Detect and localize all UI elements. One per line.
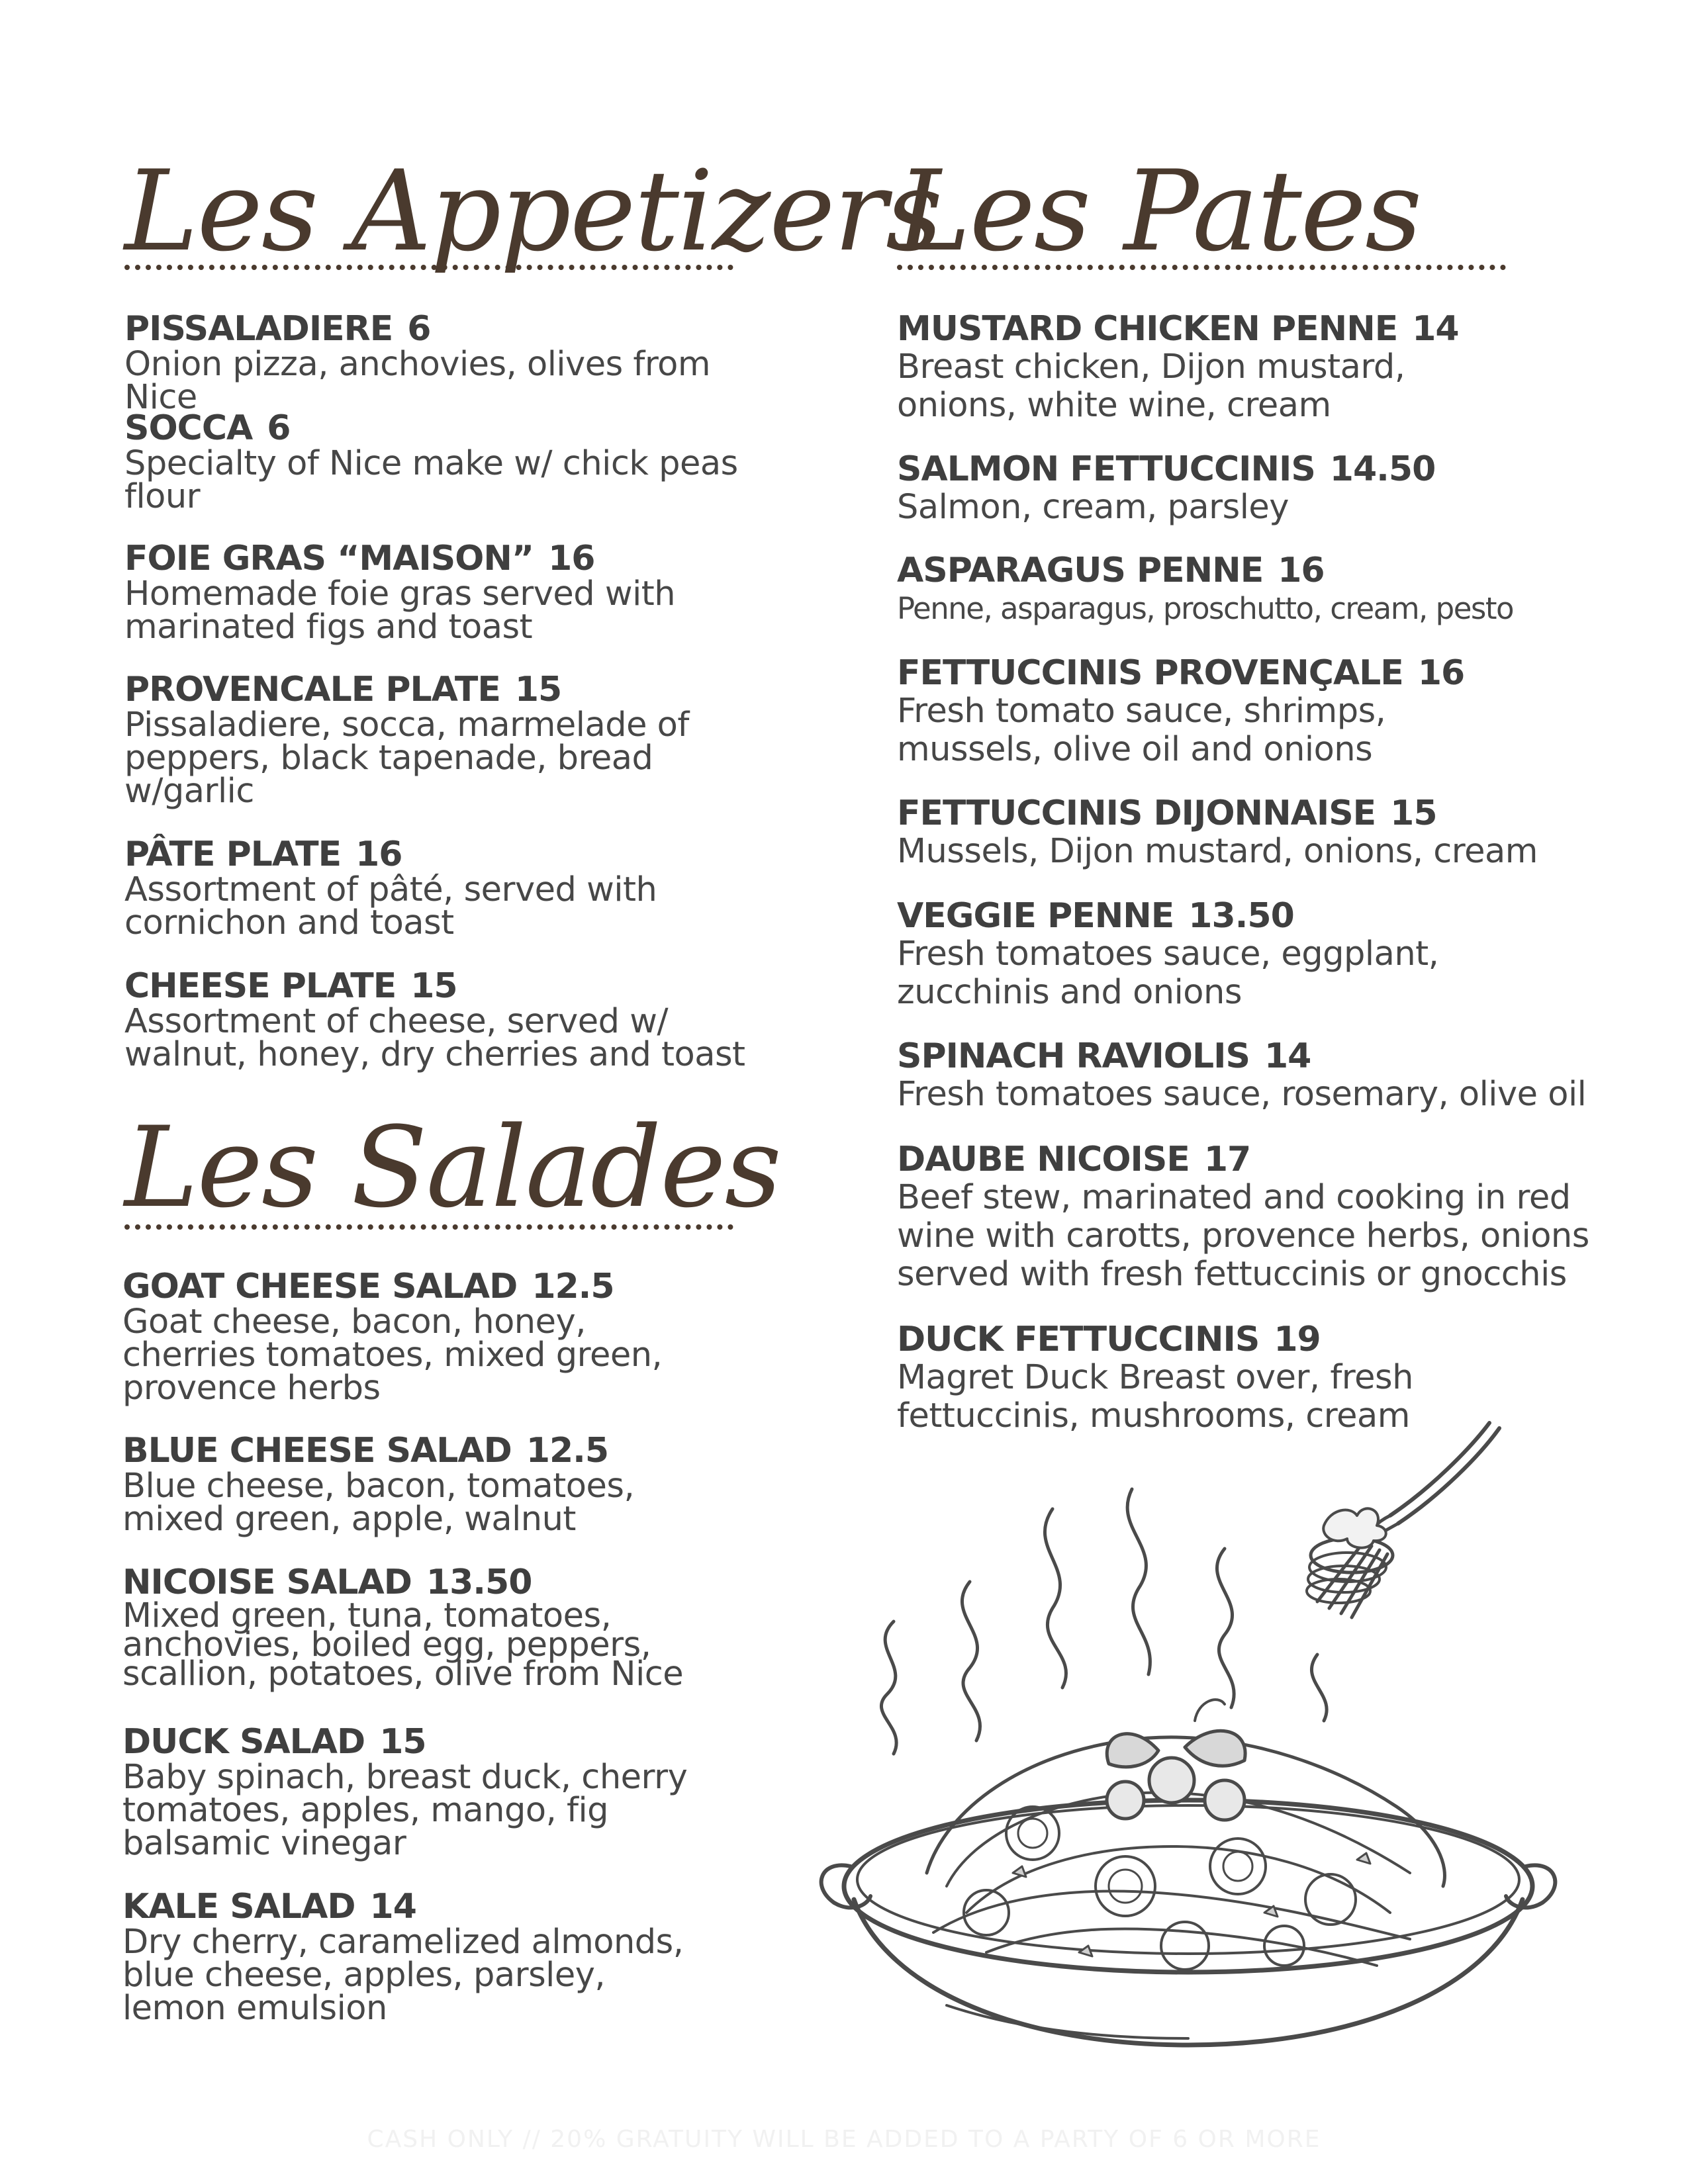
- item-name-line: [897, 551, 1625, 590]
- item-name: CHEESE PLATE: [124, 966, 397, 1006]
- item-price: 6: [407, 309, 431, 349]
- item-name: SALMON FETTUCCINIS: [897, 449, 1315, 489]
- item-name: DUCK SALAD: [122, 1722, 365, 1762]
- item-price: 14: [1264, 1036, 1311, 1076]
- item-name-line: [122, 1723, 784, 1761]
- item-name-line: [122, 1267, 784, 1306]
- item-price: 15: [410, 966, 457, 1006]
- item-description: Baby spinach, breast duck, cherry tomatoes, apples, mango, fig balsamic vinegar: [122, 1758, 688, 1863]
- item-name: NICOISE SALAD: [122, 1563, 412, 1602]
- item-name-line: [124, 835, 786, 874]
- item-name: FOIE GRAS “MAISON”: [124, 539, 534, 578]
- item-description: Goat cheese, bacon, honey, cherries tomatoes, mixed green, provence herbs: [122, 1302, 663, 1408]
- item-name-line: [897, 310, 1625, 348]
- item-price: 6: [267, 408, 291, 448]
- item-description: Fresh tomato sauce, shrimps, mussels, olive oil and onions: [897, 692, 1386, 769]
- item-description: Onion pizza, anchovies, olives from Nice: [124, 345, 711, 417]
- menu-item: [124, 539, 786, 647]
- item-name-line: [124, 967, 786, 1005]
- item-name: FETTUCCINIS PROVENÇALE: [897, 653, 1403, 693]
- item-price: 12.5: [532, 1267, 614, 1306]
- menu-item: [897, 1140, 1625, 1294]
- item-name-line: [122, 1432, 784, 1470]
- item-price: 19: [1274, 1320, 1321, 1359]
- item-price: 12.5: [526, 1431, 609, 1471]
- item-description: Assortment of pâté, served with cornichon and toast: [124, 870, 657, 942]
- item-name: PÂTE PLATE: [124, 835, 342, 874]
- item-name-line: [124, 670, 786, 709]
- item-price: 15: [1390, 794, 1437, 833]
- footer-note: CASH ONLY // 20% GRATUITY WILL BE ADDED TO A PARTY OF 6 OR MORE: [367, 2126, 1321, 2153]
- item-name: GOAT CHEESE SALAD: [122, 1267, 518, 1306]
- pasta-bowl-with-fork-icon: [814, 1410, 1562, 2091]
- item-description: Fresh tomatoes sauce, rosemary, olive oil: [897, 1075, 1587, 1114]
- menu-item: [897, 897, 1625, 1012]
- item-description: Breast chicken, Dijon mustard, onions, white wine, cream: [897, 347, 1405, 425]
- item-name-line: [897, 1037, 1625, 1075]
- menu-item: [897, 794, 1625, 871]
- item-price: 13.50: [1188, 896, 1294, 936]
- item-price: 15: [379, 1722, 426, 1762]
- item-description: Dry cherry, caramelized almonds, blue cheese, apples, parsley, lemon emulsion: [122, 1923, 684, 2028]
- item-name-line: [122, 1888, 784, 1926]
- menu-item: [122, 1722, 784, 1863]
- item-description: Mussels, Dijon mustard, onions, cream: [897, 832, 1538, 871]
- item-price: 14: [369, 1887, 416, 1927]
- item-name-line: [897, 1140, 1625, 1179]
- menu-item: [124, 409, 786, 514]
- item-name: FETTUCCINIS DIJONNAISE: [897, 794, 1376, 833]
- item-price: 15: [514, 670, 562, 709]
- item-name: DUCK FETTUCCINIS: [897, 1320, 1260, 1359]
- salades-divider: [124, 1224, 733, 1230]
- item-name: DAUBE NICOISE: [897, 1140, 1190, 1179]
- menu-item: [122, 1431, 784, 1539]
- appetizers-heading: Les Appetizers: [124, 146, 942, 276]
- item-name: PROVENCALE PLATE: [124, 670, 500, 709]
- item-description: Mixed green, tuna, tomatoes, anchovies, boiled egg, peppers, scallion, potatoes, olive from Nice: [122, 1596, 684, 1694]
- menu-item: [122, 1887, 784, 2028]
- item-name-line: [124, 409, 786, 447]
- menu-item: [124, 835, 786, 940]
- item-price: 16: [1417, 653, 1465, 693]
- pates-heading: Les Pates: [897, 146, 1421, 276]
- item-name: MUSTARD CHICKEN PENNE: [897, 309, 1398, 349]
- item-price: 16: [548, 539, 595, 578]
- menu-item: [122, 1267, 784, 1408]
- item-name-line: [897, 450, 1625, 488]
- pates-divider: [897, 265, 1506, 270]
- item-name: PISSALADIERE: [124, 309, 393, 349]
- item-description: Beef stew, marinated and cooking in red wine with carotts, provence herbs, onions served with fresh fettuccinis or gnocchis: [897, 1178, 1589, 1294]
- item-name-line: [897, 897, 1625, 935]
- salades-heading: Les Salades: [124, 1103, 780, 1232]
- item-name: KALE SALAD: [122, 1887, 355, 1927]
- item-price: 14.50: [1329, 449, 1436, 489]
- item-name-line: [897, 794, 1625, 833]
- item-price: 13.50: [426, 1563, 532, 1602]
- item-name: ASPARAGUS PENNE: [897, 551, 1264, 590]
- item-price: 17: [1203, 1140, 1251, 1179]
- item-name: VEGGIE PENNE: [897, 896, 1174, 936]
- menu-item: [897, 1037, 1625, 1114]
- item-price: 16: [355, 835, 402, 874]
- menu-item: [124, 670, 786, 811]
- item-name: SPINACH RAVIOLIS: [897, 1036, 1250, 1076]
- menu-item: [124, 966, 786, 1074]
- item-price: 16: [1278, 551, 1325, 590]
- item-description: Penne, asparagus, proschutto, cream, pesto: [897, 591, 1514, 626]
- appetizers-divider: [124, 265, 733, 270]
- item-description: Pissaladiere, socca, marmelade of peppers, black tapenade, bread w/garlic: [124, 705, 689, 811]
- menu-item: [897, 310, 1625, 425]
- item-name-line: [124, 310, 786, 348]
- item-description: Salmon, cream, parsley: [897, 488, 1289, 527]
- menu-item: [122, 1563, 784, 1694]
- menu-item: [124, 309, 786, 417]
- item-name: SOCCA: [124, 408, 253, 448]
- item-name: BLUE CHEESE SALAD: [122, 1431, 512, 1471]
- menu-item: [897, 551, 1625, 628]
- item-description: Magret Duck Breast over, fresh fettuccinis, mushrooms, cream: [897, 1358, 1413, 1435]
- item-description: Homemade foie gras served with marinated figs and toast: [124, 574, 676, 647]
- item-description: Specialty of Nice make w/ chick peas flour: [124, 444, 738, 516]
- item-name-line: [897, 1320, 1625, 1359]
- menu-item: [897, 450, 1625, 527]
- item-name-line: [124, 539, 786, 578]
- item-name-line: [897, 654, 1625, 692]
- item-price: 14: [1412, 309, 1459, 349]
- menu-item: [897, 654, 1625, 769]
- item-description: Fresh tomatoes sauce, eggplant, zucchinis and onions: [897, 934, 1439, 1012]
- item-description: Blue cheese, bacon, tomatoes, mixed green, apple, walnut: [122, 1467, 635, 1539]
- item-description: Assortment of cheese, served w/ walnut, honey, dry cherries and toast: [124, 1002, 745, 1074]
